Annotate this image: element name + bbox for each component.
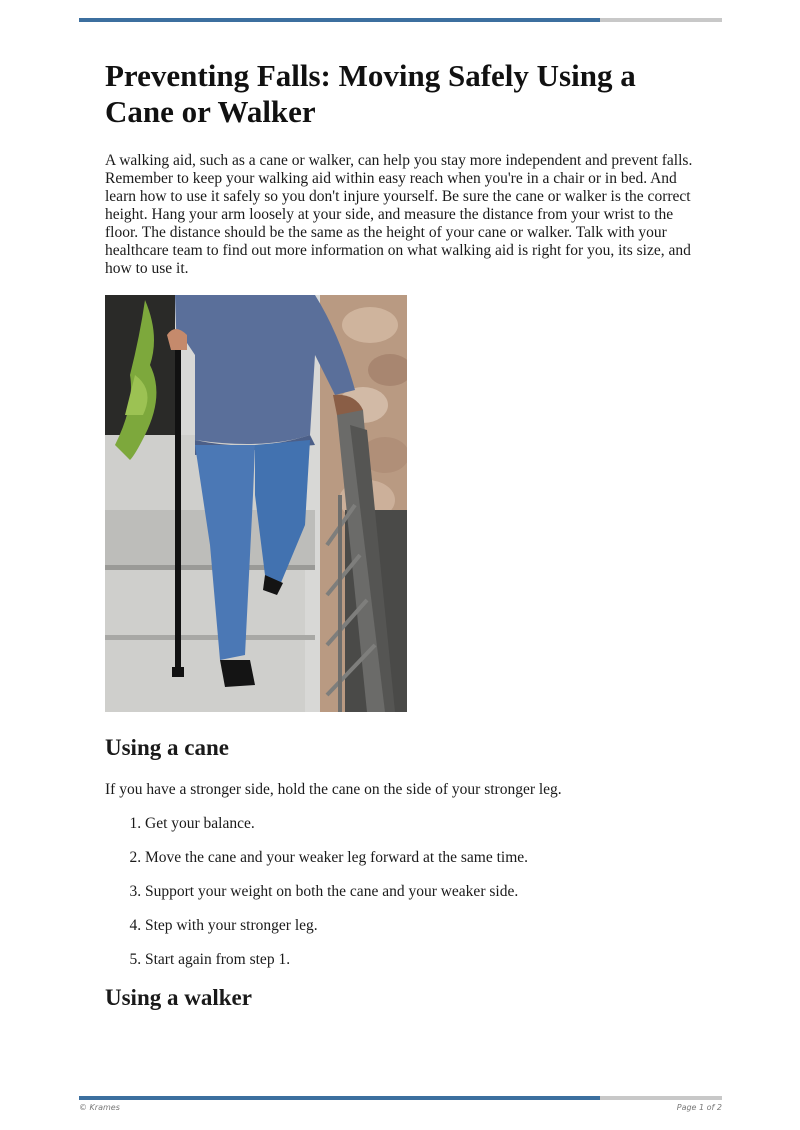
page-title: Preventing Falls: Moving Safely Using a Cane or Walker (105, 58, 636, 129)
cane-steps-list (105, 814, 705, 970)
section-heading-walker: Using a walker (105, 985, 252, 1010)
footer-rule-progress (79, 1096, 600, 1100)
cane-stairs-photo (105, 295, 407, 712)
list-item: 5. Start again from step 1. (145, 950, 705, 970)
copyright-text: © Krames (79, 1103, 120, 1112)
header-rule-progress (79, 18, 600, 22)
cane-lead-paragraph: If you have a stronger side, hold the cane on the side of your stronger leg. (105, 781, 562, 798)
list-item: 2. Move the cane and your weaker leg forward at the same time. (145, 848, 705, 868)
footer-rule (79, 1096, 722, 1100)
article (105, 58, 705, 1012)
intro-paragraph: A walking aid, such as a cane or walker, can help you stay more independent and prevent falls. Remember to keep your walking aid within easy reach when you're in a chair or in bed. And learn how to use it safely so you don't injure yourself. Be sure the cane or walker is the correct height. Hang your arm loosely at your side, and measure the distance from your wrist to the floor. The distance should be the same as the height of your cane or walker. Talk with your healthcare team to find out more information on what walking aid is right for you, its size, and how to use it. (105, 152, 693, 277)
list-item: 1. Get your balance. (145, 814, 705, 834)
section-heading-cane: Using a cane (105, 735, 229, 760)
list-item: 3. Support your weight on both the cane and your weaker side. (145, 882, 705, 902)
page-number: Page 1 of 2 (676, 1103, 722, 1112)
list-item: 4. Step with your stronger leg. (145, 916, 705, 936)
header-rule (79, 18, 722, 22)
